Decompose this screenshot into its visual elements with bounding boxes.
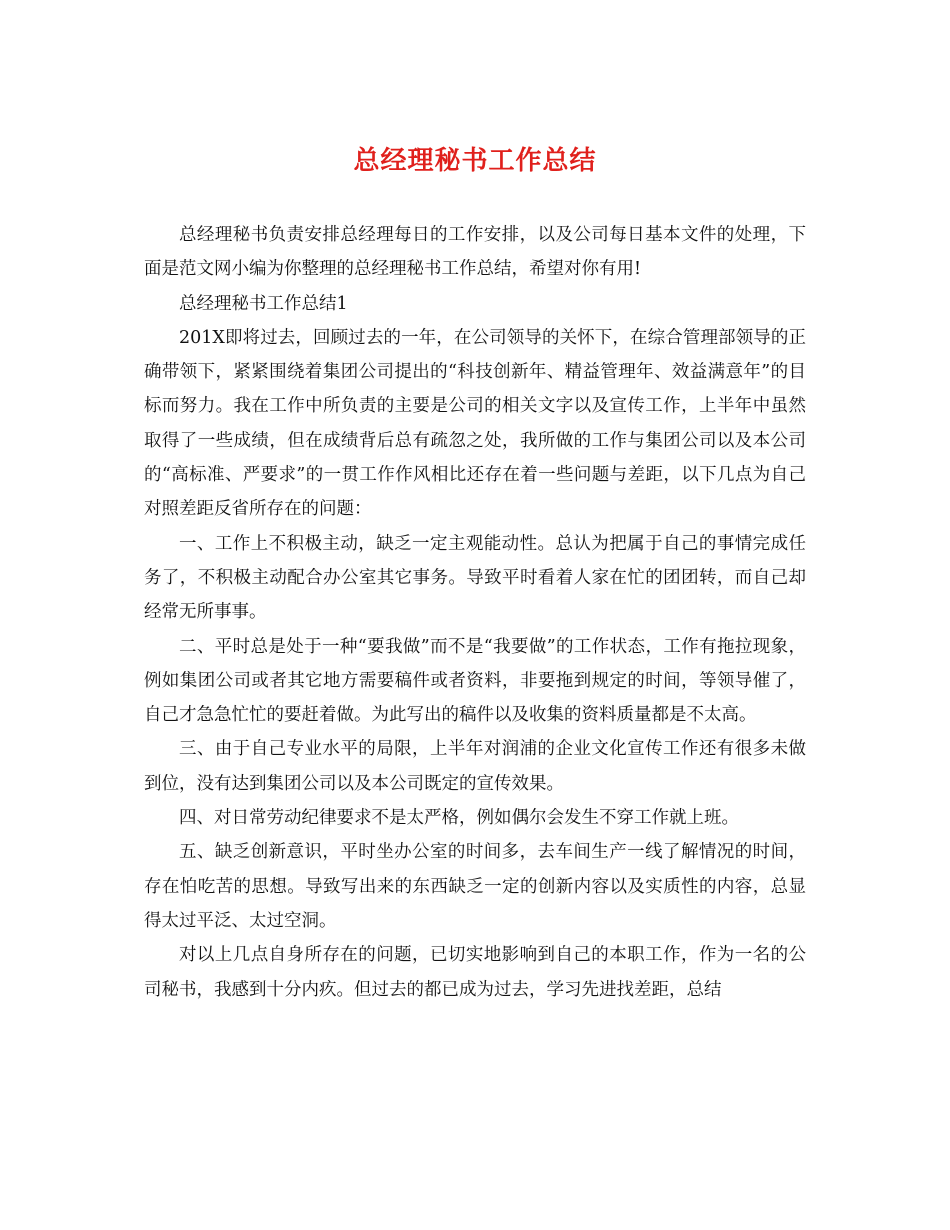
document-title: 总经理秘书工作总结	[353, 146, 597, 176]
document-body	[144, 218, 806, 1007]
paragraph-issue-4: 四、对日常劳动纪律要求不是太严格，例如偶尔会发生不穿工作就上班。	[179, 808, 739, 829]
paragraph-issue-2: 二、平时总是处于一种“要我做”而不是“我要做”的工作状态，工作有拖拉现象，例如集团公司或者其它地方需要稿件或者资料，非要拖到规定的时间，等领导催了，自己才急急忙忙的要赶着做。为此写出的稿件以及收集的资料质量都是不太高。	[144, 636, 806, 726]
section-heading: 总经理秘书工作总结1	[179, 293, 348, 314]
paragraph-issue-3: 三、由于自己专业水平的局限，上半年对润浦的企业文化宣传工作还有很多未做到位，没有达到集团公司以及本公司既定的宣传效果。	[144, 739, 806, 794]
paragraph-intro: 总经理秘书负责安排总经理每日的工作安排，以及公司每日基本文件的处理，下面是范文网小编为你整理的总经理秘书工作总结，希望对你有用!	[144, 225, 806, 280]
paragraph-conclusion: 对以上几点自身所存在的问题，已切实地影响到自己的本职工作，作为一名的公司秘书，我感到十分内疚。但过去的都已成为过去，学习先进找差距，总结	[144, 945, 806, 1000]
paragraph-issue-5: 五、缺乏创新意识，平时坐办公室的时间多，去车间生产一线了解情况的时间，存在怕吃苦的思想。导致写出来的东西缺乏一定的创新内容以及实质性的内容，总显得太过平泛、太过空洞。	[144, 842, 806, 931]
paragraph-issue-1: 一、工作上不积极主动，缺乏一定主观能动性。总认为把属于自己的事情完成任务了，不积极主动配合办公室其它事务。导致平时看着人家在忙的团团转，而自己却经常无所事事。	[144, 533, 806, 623]
paragraph-overview: 201X即将过去，回顾过去的一年，在公司领导的关怀下，在综合管理部领导的正确带领下，紧紧围绕着集团公司提出的“科技创新年、精益管理年、效益满意年”的目标而努力。我在工作中所负责的主要是公司的相关文字以及宣传工作，上半年中虽然取得了一些成绩，但在成绩背后总有疏忽之处，我所做的工作与集团公司以及本公司的“高标准、严要求”的一贯工作作风相比还存在着一些问题与差距，以下几点为自己对照差距反省所存在的问题：	[144, 327, 806, 520]
